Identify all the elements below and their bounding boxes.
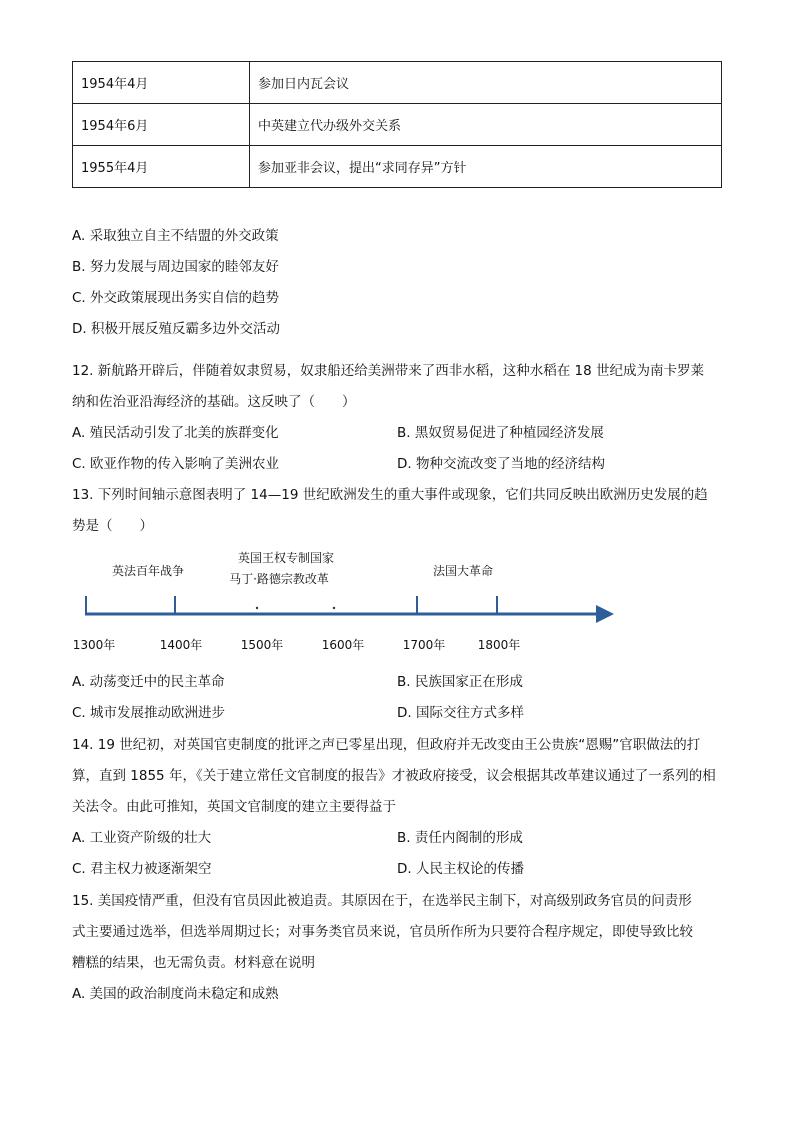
events-table bbox=[72, 61, 722, 188]
q15-stem-line-1: 15. 美国疫情严重，但没有官员因此被追责。其原因在于，在选举民主制下，对高级别政务官员的问责形 bbox=[72, 893, 692, 909]
q13-option-d[interactable]: D. 国际交往方式多样 bbox=[397, 705, 524, 721]
q12-stem-line-2: 纳和佐治亚沿海经济的基础。这反映了（ ） bbox=[72, 394, 356, 410]
q14-option-d[interactable]: D. 人民主权论的传播 bbox=[397, 861, 524, 877]
q15-stem-line-2: 式主要通过选举，但选举周期过长；对事务类官员来说，官员所作所为只要符合程序规定，即使导致比较 bbox=[72, 924, 693, 940]
q14-option-c[interactable]: C. 君主权力被逐渐架空 bbox=[72, 861, 212, 877]
q13-option-b[interactable]: B. 民族国家正在形成 bbox=[397, 674, 523, 690]
timeline-diagram bbox=[68, 545, 628, 657]
q14-option-b[interactable]: B. 责任内阁制的形成 bbox=[397, 830, 523, 846]
q15-option-a[interactable]: A. 美国的政治制度尚未稳定和成熟 bbox=[72, 986, 279, 1002]
q11-option-b[interactable]: B. 努力发展与周边国家的睦邻友好 bbox=[72, 259, 279, 275]
q13-stem-line-1: 13. 下列时间轴示意图表明了 14—19 世纪欧洲发生的重大事件或现象，它们共同反映出欧洲历史发展的趋 bbox=[72, 487, 708, 503]
q15-stem-line-3: 糟糕的结果，也无需负责。材料意在说明 bbox=[72, 955, 315, 971]
timeline-year-1400: 1400年 bbox=[159, 638, 203, 652]
timeline-year-1700: 1700年 bbox=[402, 638, 446, 652]
table-cell-date: 1954年6月 bbox=[73, 104, 250, 146]
q11-option-d[interactable]: D. 积极开展反殖反霸多边外交活动 bbox=[72, 321, 280, 337]
q11-option-c[interactable]: C. 外交政策展现出务实自信的趋势 bbox=[72, 290, 280, 306]
q12-option-c[interactable]: C. 欧亚作物的传入影响了美洲农业 bbox=[72, 456, 280, 472]
timeline-event-french-revolution: 法国大革命 bbox=[432, 564, 494, 578]
q13-option-c[interactable]: C. 城市发展推动欧洲进步 bbox=[72, 705, 226, 721]
table-cell-date: 1954年4月 bbox=[73, 62, 250, 104]
q13-option-a[interactable]: A. 动荡变迁中的民主革命 bbox=[72, 674, 225, 690]
timeline-year-1500: 1500年 bbox=[240, 638, 284, 652]
q12-option-b[interactable]: B. 黑奴贸易促进了种植园经济发展 bbox=[397, 425, 604, 441]
timeline-arrow-icon bbox=[596, 605, 614, 623]
table-cell-date: 1955年4月 bbox=[73, 146, 250, 188]
table-cell-event: 参加亚非会议，提出“求同存异”方针 bbox=[250, 146, 722, 188]
table-cell-event: 参加日内瓦会议 bbox=[250, 62, 722, 104]
timeline-year-1800: 1800年 bbox=[477, 638, 521, 652]
q12-stem-line-1: 12. 新航路开辟后，伴随着奴隶贸易，奴隶船还给美洲带来了西非水稻，这种水稻在 18 世纪成为南卡罗莱 bbox=[72, 363, 705, 379]
timeline-dot bbox=[256, 607, 258, 609]
q13-stem-line-2: 势是（ ） bbox=[72, 518, 153, 534]
timeline-event-english-absolutism: 英国王权专制国家 bbox=[237, 551, 335, 565]
table-row bbox=[73, 146, 722, 188]
q14-option-a[interactable]: A. 工业资产阶级的壮大 bbox=[72, 830, 212, 846]
table-row bbox=[73, 62, 722, 104]
timeline-event-hundred-years-war: 英法百年战争 bbox=[111, 564, 185, 578]
timeline-event-luther-reformation: 马丁·路德宗教改革 bbox=[229, 572, 329, 586]
table-cell-event: 中英建立代办级外交关系 bbox=[250, 104, 722, 146]
timeline-dot bbox=[333, 607, 335, 609]
q14-stem-line-1: 14. 19 世纪初，对英国官吏制度的批评之声已零星出现，但政府并无改变由王公贵族“恩赐”官职做法的打 bbox=[72, 737, 701, 753]
q14-stem-line-3: 关法令。由此可推知，英国文官制度的建立主要得益于 bbox=[72, 799, 396, 815]
q11-option-a[interactable]: A. 采取独立自主不结盟的外交政策 bbox=[72, 228, 279, 244]
q12-option-d[interactable]: D. 物种交流改变了当地的经济结构 bbox=[397, 456, 605, 472]
q12-option-a[interactable]: A. 殖民活动引发了北美的族群变化 bbox=[72, 425, 279, 441]
q14-stem-line-2: 算，直到 1855 年，《关于建立常任文官制度的报告》才被政府接受，议会根据其改革建议通过了一系列的相 bbox=[72, 768, 716, 784]
table-row bbox=[73, 104, 722, 146]
timeline-year-1600: 1600年 bbox=[321, 638, 365, 652]
timeline-year-1300: 1300年 bbox=[72, 638, 116, 652]
